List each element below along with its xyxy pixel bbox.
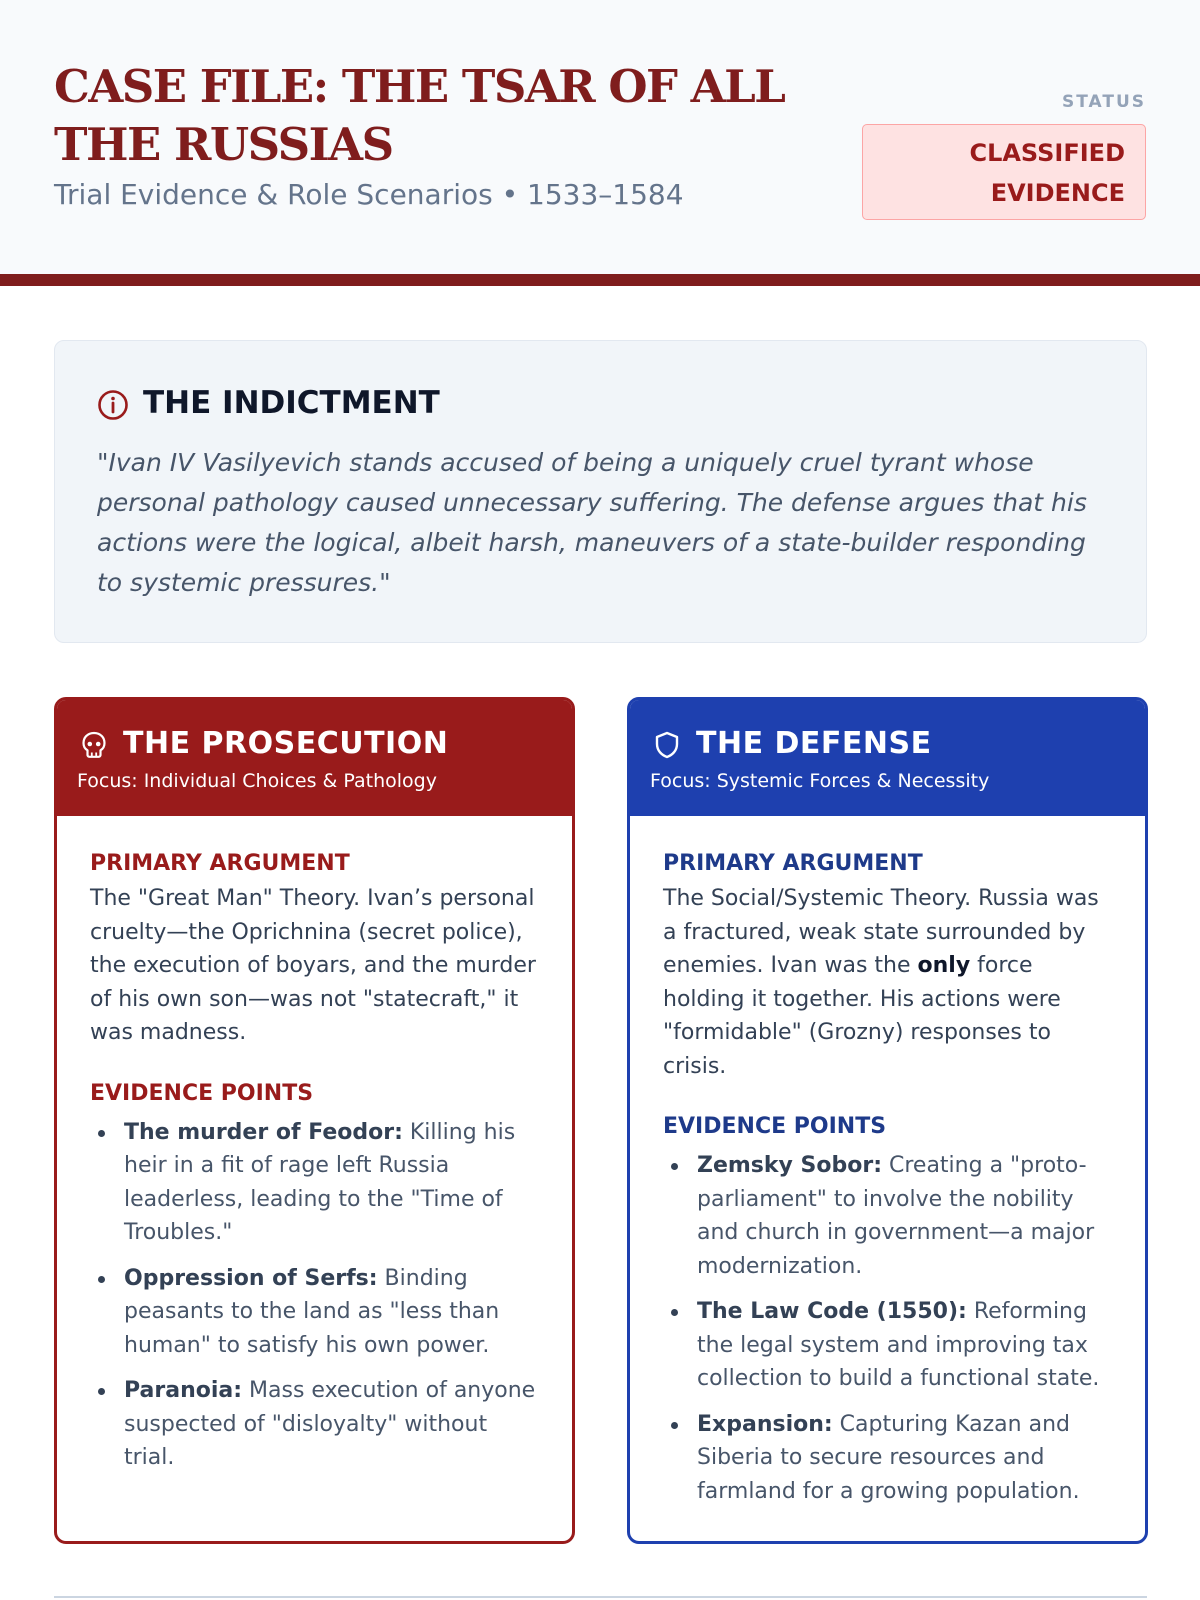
status-badge	[862, 124, 1146, 220]
evidence-list	[90, 1116, 542, 1475]
list-item	[663, 1408, 1115, 1509]
evidence-lead: The Law Code (1550):	[697, 1299, 967, 1324]
evidence-text: Reforming the legal system and improving tax collection to build a functional state.	[697, 1299, 1100, 1391]
list-item	[663, 1149, 1115, 1283]
indictment-panel	[54, 340, 1147, 643]
page-title: CASE FILE: THE TSAR OF ALL THE RUSSIAS	[54, 60, 785, 171]
page-subtitle: Trial Evidence & Role Scenarios • 1533–1584	[54, 178, 684, 211]
evidence-list	[663, 1149, 1115, 1508]
case-header	[0, 0, 1200, 286]
prosecution-title: THE PROSECUTION	[123, 726, 449, 761]
defense-body	[663, 850, 1115, 1520]
status-badge-line1: CLASSIFIED	[969, 139, 1125, 167]
defense-card	[627, 697, 1148, 1544]
evidence-text: Killing his heir in a fit of rage left Russia leaderless, leading to the "Time of Troubles."	[124, 1119, 516, 1245]
defense-title: THE DEFENSE	[696, 726, 932, 761]
primary-argument-text	[663, 882, 1115, 1083]
list-item	[90, 1374, 542, 1475]
info-icon	[97, 389, 129, 421]
evidence-points-label: EVIDENCE POINTS	[663, 1114, 887, 1139]
indictment-title: THE INDICTMENT	[143, 385, 440, 421]
evidence-text: Creating a "proto-parliament" to involve the nobility and church in government—a major modernization.	[697, 1153, 1095, 1279]
shield-icon	[652, 730, 682, 760]
evidence-lead: Paranoia:	[124, 1378, 243, 1403]
primary-argument-label: PRIMARY ARGUMENT	[663, 851, 923, 876]
status-label: STATUS	[1061, 92, 1146, 112]
defense-header	[630, 700, 1145, 816]
status-badge-line2: EVIDENCE	[990, 179, 1125, 207]
evidence-text: Binding peasants to the land as "less than human" to satisfy his own power.	[124, 1265, 500, 1358]
primary-argument-text-start: The Social/Systemic Theory. Russia was a fractured, weak state surrounded by enemies. Ivan was the	[663, 886, 1099, 978]
primary-argument-emphasis: only	[917, 953, 971, 978]
primary-argument-label: PRIMARY ARGUMENT	[90, 851, 350, 876]
prosecution-focus: Focus: Individual Choices & Pathology	[77, 770, 437, 792]
prosecution-card	[54, 697, 575, 1544]
evidence-lead: Expansion:	[697, 1411, 833, 1437]
evidence-lead: Oppression of Serfs:	[124, 1265, 378, 1291]
primary-argument-text: The "Great Man" Theory. Ivan’s personal cruelty—the Oprichnina (secret police), the execution of boyars, and the murder of his own son—was not "statecraft," it was madness.	[90, 886, 536, 1045]
prosecution-body	[90, 850, 542, 1487]
list-item	[90, 1262, 542, 1363]
prosecution-header	[57, 700, 572, 816]
evidence-text: Mass execution of anyone suspected of "disloyalty" without trial.	[124, 1378, 536, 1470]
indictment-text: "Ivan IV Vasilyevich stands accused of being a uniquely cruel tyrant whose personal pathology caused unnecessary suffering. The defense argues that his actions were the logical, albeit harsh, maneuvers of a state-builder responding to systemic pressures."	[97, 448, 1087, 597]
evidence-lead: The murder of Feodor:	[124, 1119, 403, 1145]
evidence-lead: Zemsky Sobor:	[697, 1153, 882, 1178]
evidence-text: Capturing Kazan and Siberia to secure resources and farmland for a growing population.	[697, 1411, 1080, 1504]
list-item	[663, 1295, 1115, 1396]
list-item	[90, 1116, 542, 1250]
defense-focus: Focus: Systemic Forces & Necessity	[650, 770, 990, 792]
divider	[54, 1596, 1147, 1598]
primary-argument-text-end: force holding it together. His actions were "formidable" (Grozny) responses to crisis.	[663, 953, 1061, 1079]
skull-icon	[79, 730, 109, 760]
evidence-points-label: EVIDENCE POINTS	[90, 1080, 314, 1106]
